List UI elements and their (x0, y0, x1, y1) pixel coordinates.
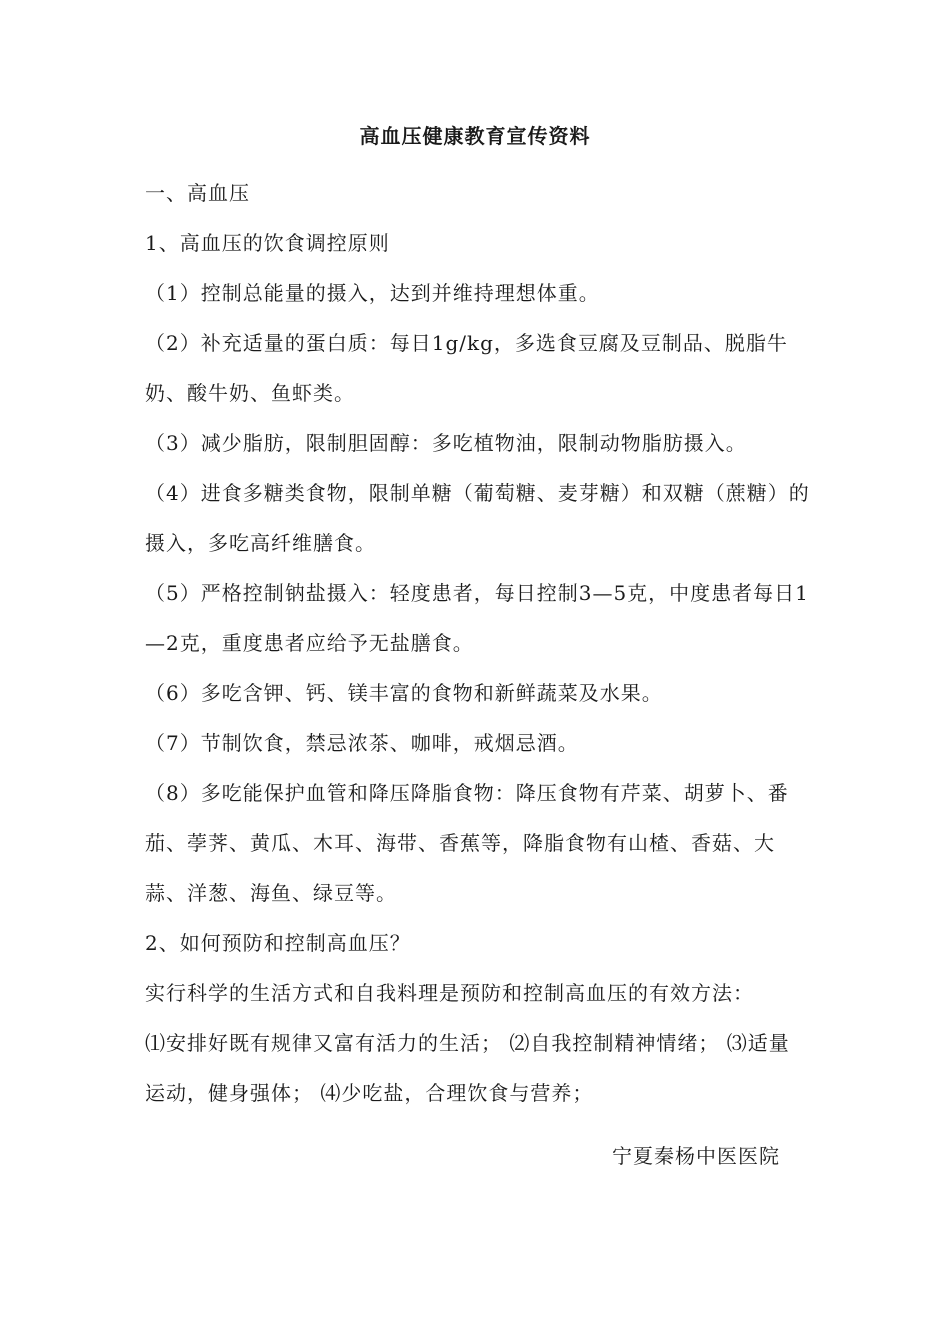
principle-item: （3）减少脂肪，限制胆固醇：多吃植物油，限制动物脂肪摄入。 (145, 431, 747, 455)
principle-item: （8）多吃能保护血管和降压降脂食物：降压食物有芹菜、胡萝卜、番茄、荸荠、黄瓜、木耳、海带、香蕉等，降脂食物有山楂、香菇、大蒜、洋葱、海鱼、绿豆等。 (145, 781, 789, 905)
prevention-methods: ⑴安排好既有规律又富有活力的生活； ⑵自我控制精神情绪； ⑶适量运动，健身强体； ⑷少吃盐，合理饮食与营养； (145, 1031, 790, 1105)
prevention-intro: 实行科学的生活方式和自我料理是预防和控制高血压的有效方法： (145, 981, 754, 1005)
document-body (145, 168, 810, 1118)
subsection-heading-diet: 1、高血压的饮食调控原则 (145, 231, 390, 255)
hospital-signature: 宁夏秦杨中医医院 (612, 1144, 780, 1168)
principle-item: （6）多吃含钾、钙、镁丰富的食物和新鲜蔬菜及水果。 (145, 681, 663, 705)
principle-item: （2）补充适量的蛋白质：每日1g/kg，多选食豆腐及豆制品、脱脂牛奶、酸牛奶、鱼虾类。 (145, 331, 788, 405)
principle-item: （7）节制饮食，禁忌浓茶、咖啡，戒烟忌酒。 (145, 731, 579, 755)
principle-item: （5）严格控制钠盐摄入：轻度患者，每日控制3—5克，中度患者每日1—2克，重度患者应给予无盐膳食。 (145, 581, 809, 655)
section-heading: 一、高血压 (145, 181, 250, 205)
subsection-heading-prevention: 2、如何预防和控制高血压？ (145, 931, 411, 955)
principle-item: （4）进食多糖类食物，限制单糖（葡萄糖、麦芽糖）和双糖（蔗糖）的摄入，多吃高纤维膳食。 (145, 481, 810, 555)
document-title: 高血压健康教育宣传资料 (359, 124, 591, 148)
principle-item: （1）控制总能量的摄入，达到并维持理想体重。 (145, 281, 600, 305)
